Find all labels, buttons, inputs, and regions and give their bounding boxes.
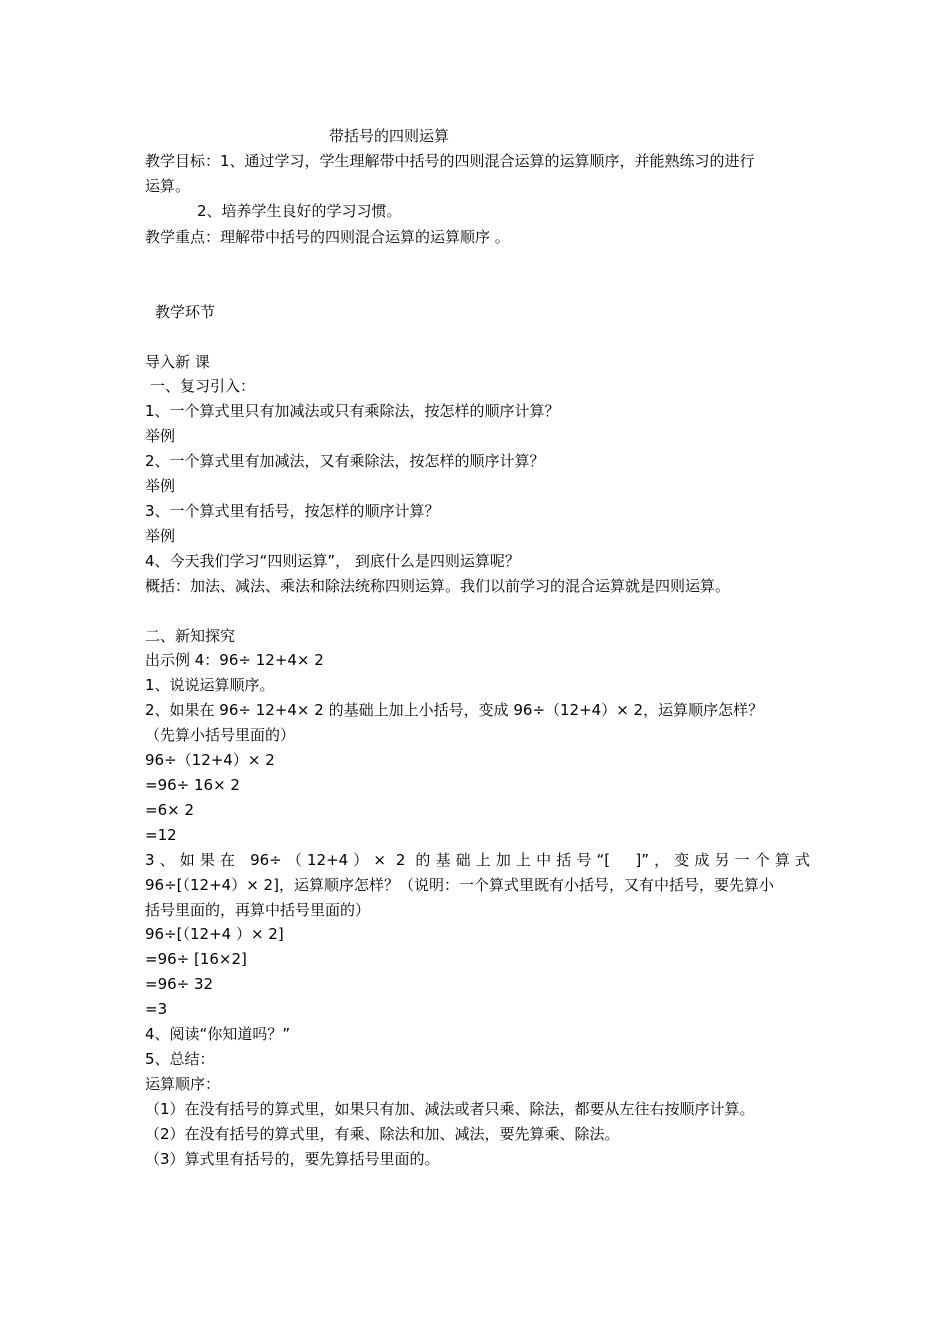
calc-1-line-3: =6× 2 [145, 801, 194, 819]
rule-2: （2）在没有括号的算式里，有乘、除法和加、减法，要先算乘、除法。 [145, 1125, 620, 1143]
objectives-item-2: 2、培养学生良好的学习习惯。 [197, 202, 402, 220]
key-point: 教学重点：理解带中括号的四则混合运算的运算顺序 。 [145, 228, 510, 246]
calc-2-line-1: 96÷[（12+4 ）× 2] [145, 925, 284, 943]
order-heading: 运算顺序： [145, 1075, 221, 1093]
step-3-line-1: 3、如果在 96÷（12+4）× 2 的基础上加上中括号“[ ]”，变成另一个算式 [145, 851, 810, 869]
summary-definition: 概括：加法、减法、乘法和除法统称四则运算。我们以前学习的混合运算就是四则运算。 [145, 577, 731, 595]
section-heading: 教学环节 [155, 303, 216, 321]
calc-2-line-2: =96÷ [16×2] [145, 950, 247, 968]
example-4: 出示例 4：96÷ 12+4× 2 [145, 651, 324, 669]
step-5: 5、总结： [145, 1050, 215, 1068]
calc-2-line-4: =3 [145, 1000, 168, 1018]
explore-heading: 二、新知探究 [145, 627, 236, 645]
question-1: 1、一个算式里只有加减法或只有乘除法，按怎样的顺序计算？ [145, 402, 560, 420]
objectives-line-2: 运算。 [145, 177, 191, 195]
calc-2-line-3: =96÷ 32 [145, 975, 214, 993]
calc-1-line-1: 96÷（12+4）× 2 [145, 751, 275, 769]
example-label-2: 举例 [145, 477, 176, 495]
rule-1: （1）在没有括号的算式里，如果只有加、减法或者只乘、除法，都要从左往右按顺序计算。 [145, 1100, 755, 1118]
question-2: 2、一个算式里有加减法，又有乘除法，按怎样的顺序计算？ [145, 452, 545, 470]
step-2-line-2: （先算小括号里面的） [145, 726, 296, 744]
rule-3: （3）算式里有括号的，要先算括号里面的。 [145, 1150, 440, 1168]
example-label-3: 举例 [145, 527, 176, 545]
step-3-line-2: 96÷[（12+4）× 2]，运算顺序怎样？（说明：一个算式里既有小括号，又有中括号，要先算小 [145, 876, 774, 894]
step-4: 4、阅读“你知道吗？” [145, 1025, 291, 1043]
step-3-line-3: 括号里面的，再算中括号里面的） [145, 901, 371, 919]
calc-1-line-4: =12 [145, 826, 177, 844]
intro-heading: 导入新 课 [145, 353, 210, 371]
calc-1-line-2: =96÷ 16× 2 [145, 776, 240, 794]
step-2-line-1: 2、如果在 96÷ 12+4× 2 的基础上加上小括号，变成 96÷（12+4）× 2，运算顺序怎样？ [145, 701, 764, 719]
review-heading: 一、复习引入： [150, 377, 256, 395]
question-4: 4、今天我们学习“四则运算”， 到底什么是四则运算呢？ [145, 552, 520, 570]
question-3: 3、一个算式里有括号，按怎样的顺序计算？ [145, 502, 440, 520]
step-1: 1、说说运算顺序。 [145, 676, 275, 694]
example-label-1: 举例 [145, 427, 176, 445]
document-title: 带括号的四则运算 [329, 127, 450, 145]
objectives-line-1: 教学目标：1、通过学习，学生理解带中括号的四则混合运算的运算顺序，并能熟练习的进行 [145, 152, 755, 170]
